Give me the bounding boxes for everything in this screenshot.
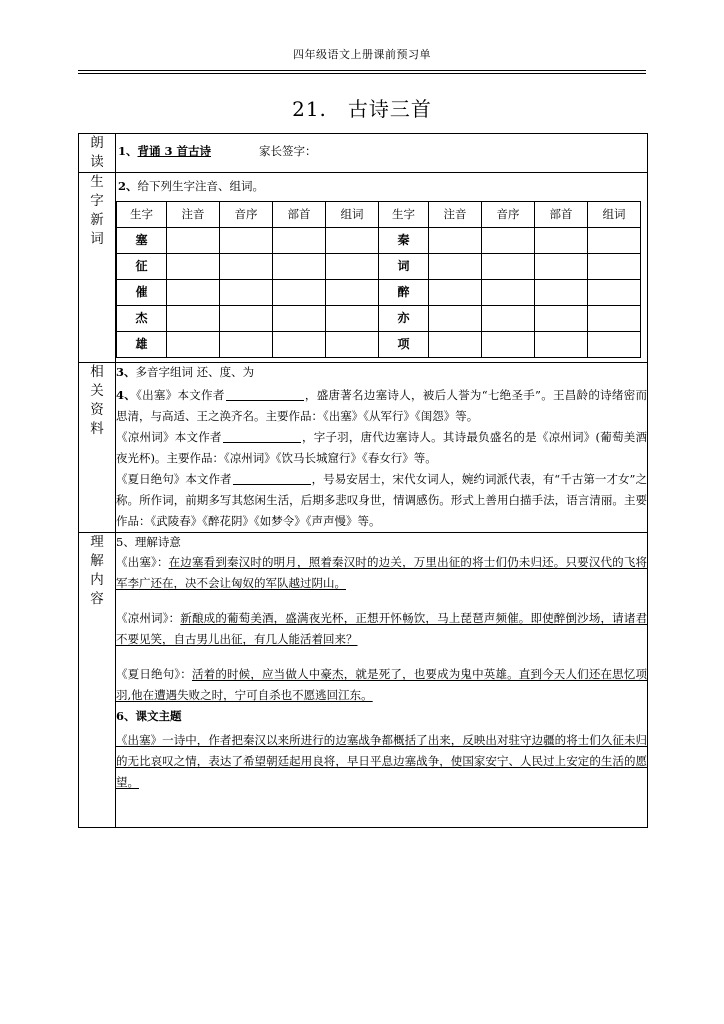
section-body-reading <box>116 134 648 173</box>
theme-text: 《出塞》一诗中，作者把秦汉以来所进行的边塞战争都概括了出来，反映出对驻守边疆的将士们久征未归的无比哀叹之情，表达了希望朝廷起用良将，早日平息边塞战争，使国家安宁、人民过上安定的生活的愿望。 <box>116 733 647 789</box>
section-row-reading <box>79 134 648 173</box>
vocab-answer-cell[interactable] <box>429 254 482 280</box>
vocab-answer-cell[interactable] <box>429 306 482 332</box>
materials-item4-number: 4、 <box>116 388 137 402</box>
vocab-char-cell: 雄 <box>117 332 167 358</box>
section-row-vocabulary <box>79 173 648 363</box>
section-body-materials <box>116 363 648 533</box>
running-head: 四年级语文上册课前预习单 <box>293 48 431 61</box>
vocabulary-table <box>116 201 641 358</box>
vocab-answer-cell[interactable] <box>588 306 641 332</box>
vocab-answer-cell[interactable] <box>326 280 379 306</box>
chusai-author-blank[interactable] <box>226 400 304 401</box>
section-row-comprehension <box>79 533 648 828</box>
vocab-answer-cell[interactable] <box>220 254 273 280</box>
comprehension-item5-heading <box>116 533 647 552</box>
section-body-comprehension <box>116 533 648 828</box>
liangzhou-meaning-text: 新酿成的葡萄美酒，盛满夜光杯，正想开怀畅饮，马上琵琶声频催。即使醉倒沙场，请诸君不要见笑，自古男儿出征，有几人能活着回来？ <box>116 611 648 646</box>
section-row-materials <box>79 363 648 533</box>
vocabulary-item-number: 2、 <box>118 179 138 193</box>
comprehension-theme-paragraph <box>116 730 647 793</box>
vocab-answer-cell[interactable] <box>273 280 326 306</box>
vocab-answer-cell[interactable] <box>429 228 482 254</box>
vocab-col-header: 组词 <box>326 202 379 228</box>
vocab-col-header: 注音 <box>429 202 482 228</box>
comprehension-item6-title: 课文主题 <box>135 709 182 723</box>
xiari-meaning-text: 活着的时候，应当做人中豪杰，就是死了，也要成为鬼中英雄。直到今天人们还在思忆项羽,他在遭遇失败之时，宁可自杀也不愿逃回江东。 <box>116 667 648 702</box>
comprehension-xiari-paragraph <box>116 664 647 706</box>
section-label-materials <box>79 363 116 533</box>
vocab-answer-cell[interactable] <box>167 332 220 358</box>
vocab-char-cell: 醉 <box>379 280 429 306</box>
vocab-char-cell: 催 <box>117 280 167 306</box>
section-label-materials-text: 相关资料 <box>90 364 104 437</box>
vocab-col-header: 注音 <box>167 202 220 228</box>
vocab-answer-cell[interactable] <box>167 254 220 280</box>
table-row <box>117 228 641 254</box>
spacer <box>116 594 647 608</box>
xiari-author-rest: ，号易安居士，宋代女词人，婉约词派代表，有“千古第一才女”之称。所作词，前期多写其悠闲生活，后期多悲叹身世，情调感伤。形式上善用白描手法，语言清丽。主要作品：《武陵春》《醉花阴》《如梦令》《声声慢》等。 <box>116 472 647 528</box>
vocab-char-cell: 杰 <box>117 306 167 332</box>
chusai-meaning-text: 在边塞看到秦汉时的明月，照着秦汉时的边关，万里出征的将士们仍未归还。只要汉代的飞将军李广还在，决不会让匈奴的军队越过阴山。 <box>116 555 648 590</box>
materials-xiari-paragraph <box>116 469 647 532</box>
table-row <box>117 306 641 332</box>
vocab-col-header: 部首 <box>535 202 588 228</box>
vocab-answer-cell[interactable] <box>167 306 220 332</box>
spacer <box>116 650 647 664</box>
vocab-col-header: 音序 <box>220 202 273 228</box>
vocab-answer-cell[interactable] <box>273 306 326 332</box>
materials-item3-text: 多音字组词 还、度、为 <box>135 365 255 379</box>
vocab-answer-cell[interactable] <box>482 228 535 254</box>
vocab-answer-cell[interactable] <box>482 306 535 332</box>
vocab-col-header: 部首 <box>273 202 326 228</box>
table-row <box>117 254 641 280</box>
reading-item-number: 1、 <box>118 144 138 158</box>
vocabulary-instruction-text: 给下列生字注音、组词。 <box>137 179 265 193</box>
vocab-answer-cell[interactable] <box>535 280 588 306</box>
vocab-answer-cell[interactable] <box>535 254 588 280</box>
vocab-answer-cell[interactable] <box>429 332 482 358</box>
vocab-char-cell: 词 <box>379 254 429 280</box>
vocab-char-cell: 秦 <box>379 228 429 254</box>
comprehension-liangzhou-paragraph <box>116 608 647 650</box>
spacer <box>116 793 647 827</box>
materials-item3-number: 3、 <box>116 365 136 379</box>
parent-signature-label: 家长签字： <box>259 144 317 158</box>
liangzhou-author-blank[interactable] <box>223 442 301 443</box>
vocab-answer-cell[interactable] <box>535 332 588 358</box>
liangzhou-meaning-label: 《凉州词》： <box>116 611 181 625</box>
comprehension-item6-heading <box>116 706 647 727</box>
section-label-comprehension <box>79 533 116 828</box>
comprehension-item5-number: 5、 <box>116 535 135 549</box>
section-label-vocabulary-text: 生字新词 <box>90 174 104 247</box>
vocab-col-header: 生字 <box>379 202 429 228</box>
table-row <box>117 332 641 358</box>
table-row <box>117 280 641 306</box>
page-title: 21. 古诗三首 <box>292 97 432 121</box>
vocab-answer-cell[interactable] <box>273 254 326 280</box>
vocab-answer-cell[interactable] <box>326 332 379 358</box>
vocabulary-instruction-line <box>116 173 647 199</box>
section-label-comprehension-text: 理解内容 <box>90 534 104 607</box>
vocab-answer-cell[interactable] <box>273 228 326 254</box>
vocab-answer-cell[interactable] <box>326 254 379 280</box>
section-body-vocabulary <box>116 173 648 363</box>
vocab-answer-cell[interactable] <box>273 332 326 358</box>
vocab-answer-cell[interactable] <box>326 306 379 332</box>
vocabulary-header-row <box>117 202 641 228</box>
vocab-char-cell: 塞 <box>117 228 167 254</box>
vocab-char-cell: 项 <box>379 332 429 358</box>
vocab-col-header: 音序 <box>482 202 535 228</box>
vocab-char-cell: 征 <box>117 254 167 280</box>
xiari-author-blank[interactable] <box>233 484 311 485</box>
section-label-reading-text: 朗读 <box>90 135 104 170</box>
materials-chusai-paragraph <box>116 385 647 427</box>
materials-item3-line <box>116 363 647 382</box>
vocab-answer-cell[interactable] <box>535 228 588 254</box>
vocab-answer-cell[interactable] <box>167 228 220 254</box>
vocab-answer-cell[interactable] <box>220 280 273 306</box>
comprehension-chusai-paragraph <box>116 552 647 594</box>
liangzhou-author-rest: ，字子羽，唐代边塞诗人。其诗最负盛名的是《凉州词》(葡萄美酒夜光杯)。主要作品：《凉州词》《饮马长城窟行》《春女行》等。 <box>116 430 648 465</box>
reading-task-line <box>116 134 647 166</box>
comprehension-item6-number: 6、 <box>116 709 136 723</box>
chusai-author-rest: ，盛唐著名边塞诗人，被后人誉为“七绝圣手”。王昌龄的诗绪密而思清，与高适、王之涣齐名。主要作品：《出塞》《从军行》《闺怨》等。 <box>116 388 647 423</box>
vocab-answer-cell[interactable] <box>167 280 220 306</box>
vocab-char-cell: 亦 <box>379 306 429 332</box>
vocab-answer-cell[interactable] <box>588 228 641 254</box>
vocab-answer-cell[interactable] <box>429 280 482 306</box>
vocab-answer-cell[interactable] <box>482 280 535 306</box>
vocab-answer-cell[interactable] <box>535 306 588 332</box>
xiari-meaning-label: 《夏日绝句》： <box>116 667 192 681</box>
vocab-answer-cell[interactable] <box>482 332 535 358</box>
vocab-answer-cell[interactable] <box>588 280 641 306</box>
comprehension-item5-title: 理解诗意 <box>134 535 181 549</box>
section-label-reading <box>79 134 116 173</box>
chusai-meaning-label: 《出塞》： <box>116 555 169 569</box>
vocab-answer-cell[interactable] <box>326 228 379 254</box>
materials-liangzhou-paragraph <box>116 427 647 469</box>
vocab-col-header: 组词 <box>588 202 641 228</box>
reading-task-text: 背诵 3 首古诗 <box>137 144 212 158</box>
vocab-col-header: 生字 <box>117 202 167 228</box>
chusai-author-lead: 《出塞》本文作者 <box>136 388 225 402</box>
vocab-answer-cell[interactable] <box>220 228 273 254</box>
xiari-author-lead: 《夏日绝句》本文作者 <box>116 472 232 486</box>
liangzhou-author-lead: 《凉州词》本文作者 <box>116 430 222 444</box>
vocab-answer-cell[interactable] <box>588 254 641 280</box>
vocab-answer-cell[interactable] <box>482 254 535 280</box>
worksheet-outline-table <box>78 133 648 828</box>
vocab-answer-cell[interactable] <box>588 332 641 358</box>
vocab-answer-cell[interactable] <box>220 332 273 358</box>
header-divider <box>78 70 646 74</box>
section-label-vocabulary <box>79 173 116 363</box>
vocab-answer-cell[interactable] <box>220 306 273 332</box>
